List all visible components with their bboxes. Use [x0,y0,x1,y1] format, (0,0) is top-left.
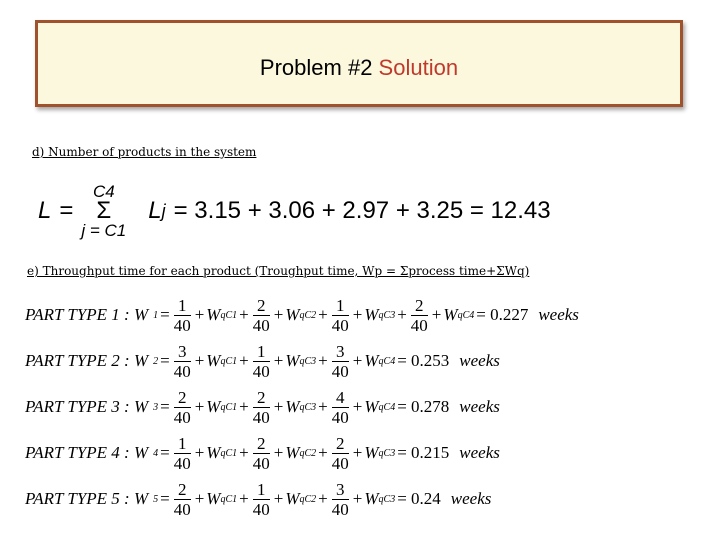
title-box [35,20,683,107]
fraction [174,480,191,519]
section-e-heading: e) Throughput time for each product (Troughput time, Wp = Σprocess time+ΣWq) [27,264,530,278]
fraction [253,388,270,427]
sum-upper: C4 [92,182,115,201]
plus-sign: + [397,305,407,324]
fraction-numerator: 2 [253,296,270,316]
plus-sign: + [194,351,205,370]
plus-sign: + [352,351,363,370]
row-unit: weeks [459,443,500,462]
fraction [253,480,270,519]
section-d-heading: d) Number of products in the system [32,145,257,159]
plus-sign: + [273,305,284,324]
row-unit: weeks [459,397,500,416]
row-result: = 0.278 [397,397,450,416]
wq-subscript: qC3 [299,355,317,367]
wq-term: W [364,489,379,508]
row-label: PART TYPE 2 : W [25,351,149,370]
wq-term: W [364,397,379,416]
row-label: PART TYPE 4 : W [25,443,149,462]
fraction [174,342,191,381]
plus-sign: + [318,397,328,416]
wq-subscript: qC2 [299,447,317,459]
page-title [38,55,680,81]
fraction-denominator: 40 [410,315,428,335]
wq-term: W [285,305,300,324]
wq-term: W [206,305,221,324]
fraction-denominator: 40 [331,315,349,335]
fraction-denominator: 40 [331,407,349,427]
plus-sign: + [194,397,205,416]
fraction-denominator: 40 [252,315,270,335]
fraction-numerator: 2 [332,434,349,454]
fraction-numerator: 3 [174,342,191,362]
wq-subscript: qC1 [220,401,238,413]
wq-subscript: qC1 [220,309,238,321]
fraction-denominator: 40 [173,361,191,381]
fraction-numerator: 1 [174,296,191,316]
fraction-denominator: 40 [173,453,191,473]
wq-subscript: qC2 [299,309,317,321]
wq-subscript: qC4 [378,401,396,413]
row-result: = 0.227 [476,305,529,324]
row-equals: = [160,443,170,462]
fraction-denominator: 40 [331,499,349,519]
plus-sign: + [194,443,205,462]
plus-sign: + [318,305,328,324]
eq-term: L [148,197,162,224]
wq-subscript: qC1 [220,355,238,367]
row-label: PART TYPE 1 : W [25,305,149,324]
title-highlight: Solution [378,55,459,80]
fraction [332,296,349,335]
fraction-denominator: 40 [252,407,270,427]
fraction-denominator: 40 [173,315,191,335]
plus-sign: + [318,351,328,370]
fraction [253,434,270,473]
row-label: PART TYPE 3 : W [25,397,149,416]
fraction-numerator: 1 [253,342,270,362]
wq-term: W [285,397,300,416]
title-main: Problem #2 [259,55,379,80]
fraction-denominator: 40 [331,361,349,381]
row-label-sub: 2 [153,355,159,367]
eq-term-sub: j [161,200,166,221]
wq-subscript: qC3 [299,401,317,413]
fraction [253,342,270,381]
row-equals: = [160,351,170,370]
plus-sign: + [239,443,249,462]
equation-row [25,476,491,522]
row-label-sub: 3 [153,401,159,413]
fraction [332,480,349,519]
plus-sign: + [273,443,284,462]
row-unit: weeks [450,489,492,508]
fraction [332,342,349,381]
wq-term: W [364,443,379,462]
fraction [174,296,191,335]
sigma-glyph: Σ [96,197,112,224]
wq-subscript: qC2 [299,493,317,505]
fraction [332,434,349,473]
wq-term: W [364,305,379,324]
fraction-numerator: 1 [253,480,270,500]
wq-term: W [206,397,221,416]
equation-row [25,292,579,338]
fraction [174,388,191,427]
wq-subscript: qC3 [378,493,396,505]
row-label-sub: 1 [153,309,159,321]
row-result: = 0.24 [397,489,441,508]
fraction-numerator: 2 [174,388,191,408]
fraction-denominator: 40 [331,453,349,473]
fraction-numerator: 4 [332,388,349,408]
plus-sign: + [318,443,328,462]
row-label-sub: 4 [153,447,159,459]
fraction-numerator: 1 [174,434,191,454]
plus-sign: + [239,397,249,416]
wq-term: W [206,351,221,370]
row-result: = 0.215 [397,443,450,462]
row-unit: weeks [538,305,579,324]
plus-sign: + [273,351,284,370]
wq-subscript: qC1 [220,493,238,505]
plus-sign: + [194,305,205,324]
wq-term: W [285,489,300,508]
fraction-numerator: 2 [253,434,270,454]
row-equals: = [160,305,170,324]
fraction-numerator: 2 [411,296,428,316]
fraction-denominator: 40 [252,453,270,473]
plus-sign: + [352,397,363,416]
row-unit: weeks [459,351,500,370]
row-equals: = [160,397,170,416]
fraction [174,434,191,473]
fraction-numerator: 1 [332,296,349,316]
fraction [253,296,270,335]
row-label: PART TYPE 5 : W [25,489,149,508]
wq-subscript: qC3 [378,309,396,321]
plus-sign: + [273,489,284,508]
fraction-numerator: 2 [174,480,191,500]
fraction-numerator: 3 [332,342,349,362]
plus-sign: + [352,443,363,462]
fraction-denominator: 40 [173,499,191,519]
fraction-denominator: 40 [252,361,270,381]
plus-sign: + [431,305,442,324]
equation-L [38,180,551,242]
fraction-numerator: 2 [253,388,270,408]
sum-symbol [81,183,126,239]
wq-subscript: qC4 [457,309,475,321]
wq-term: W [364,351,379,370]
eq-lhs: L [38,197,52,224]
eq-rhs: = 3.15 + 3.06 + 2.97 + 3.25 = 12.43 [173,197,551,224]
wq-term: W [285,351,300,370]
wq-term: W [206,489,221,508]
fraction-numerator: 3 [332,480,349,500]
plus-sign: + [239,305,249,324]
equation-row [25,430,500,476]
wq-term: W [206,443,221,462]
equation-row [25,338,500,384]
fraction [411,296,428,335]
plus-sign: + [273,397,284,416]
fraction [332,388,349,427]
plus-sign: + [318,489,328,508]
fraction-denominator: 40 [252,499,270,519]
fraction-denominator: 40 [173,407,191,427]
wq-term: W [443,305,458,324]
equation-row [25,384,500,430]
plus-sign: + [352,489,363,508]
eq-equals: = [59,197,74,224]
row-result: = 0.253 [397,351,450,370]
sum-lower: j = C1 [81,221,127,240]
plus-sign: + [239,351,249,370]
wq-subscript: qC1 [220,447,238,459]
wq-subscript: qC4 [378,355,396,367]
plus-sign: + [194,489,205,508]
plus-sign: + [239,489,249,508]
wq-subscript: qC3 [378,447,396,459]
row-label-sub: 5 [153,493,159,505]
plus-sign: + [352,305,363,324]
row-equals: = [160,489,170,508]
wq-term: W [285,443,300,462]
